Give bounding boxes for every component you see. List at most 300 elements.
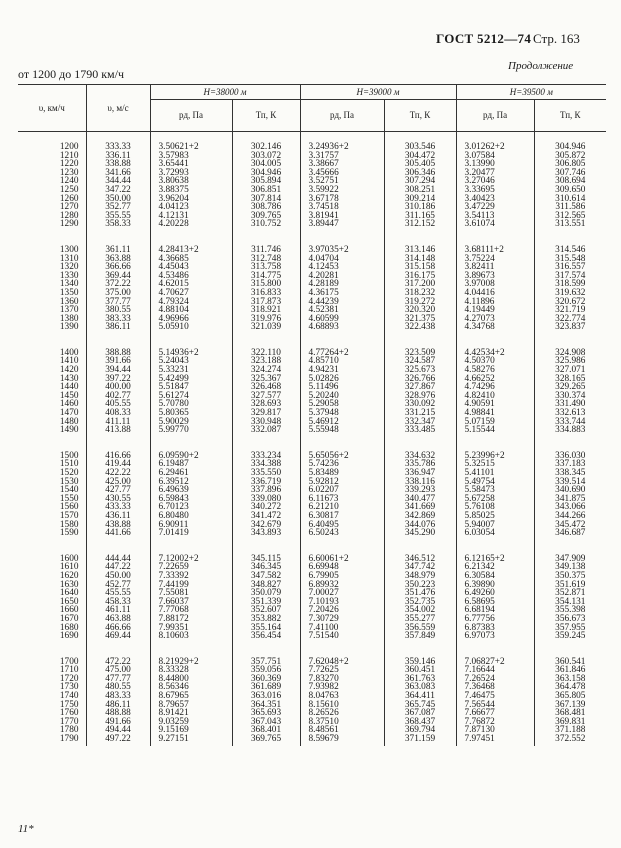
temperature-39000-cell: 352.735: [384, 598, 456, 607]
pressure-39000-cell: 4.28189: [300, 280, 384, 289]
pressure-39500-cell: 3.75224: [456, 255, 534, 264]
temperature-39000-cell: 361.763: [384, 675, 456, 684]
pressure-39000-cell: 5.92812: [300, 478, 384, 487]
pressure-39500-cell: 3.33695: [456, 186, 534, 195]
pressure-39000-cell: 4.12453: [300, 263, 384, 272]
temperature-39000-cell: 334.632: [384, 435, 456, 461]
speed-ms-cell: 425.00: [86, 478, 150, 487]
pressure-39000-cell: 6.89932: [300, 581, 384, 590]
temperature-38000-cell: 306.851: [232, 186, 300, 195]
table-row: [18, 641, 606, 667]
temperature-39000-cell: 350.223: [384, 581, 456, 590]
temperature-39500-cell: 311.586: [555, 202, 586, 213]
temperature-39500-cell: 345.472: [555, 519, 586, 530]
pressure-38000-cell: 4.70627: [150, 289, 232, 298]
temperature-39000-cell: 316.175: [384, 272, 456, 281]
table-row: [18, 132, 606, 152]
pressure-38000-cell: 3.65441: [150, 160, 232, 169]
pressure-39000-cell: 8.59679: [300, 735, 384, 746]
temperature-38000-cell: 341.472: [232, 512, 300, 521]
speed-kmh-cell: 1370: [18, 306, 86, 315]
pressure-38000-cell: 5.51847: [150, 383, 232, 392]
speed-ms-cell: 408.33: [86, 409, 150, 418]
pressure-38000-cell: 4.36685: [150, 255, 232, 264]
pressure-39500-cell: 6.21342: [456, 563, 534, 572]
table-row: [18, 426, 606, 435]
pressure-39500-cell: 4.82410: [456, 392, 534, 401]
pressure-39500-cell: 3.01262+2: [456, 132, 534, 152]
temperature-39000-cell: 342.869: [384, 512, 456, 521]
temperature-38000-cell: 334.388: [232, 460, 300, 469]
pressure-39000-cell: 4.94231: [300, 366, 384, 375]
pressure-39000-cell: 6.69948: [300, 563, 384, 572]
pressure-39000-cell: 4.20281: [300, 272, 384, 281]
speed-ms-cell: 472.22: [86, 641, 150, 667]
speed-kmh-cell: 1780: [18, 726, 86, 735]
speed-kmh-cell: 1680: [18, 624, 86, 633]
temperature-39500-cell: 309.650: [555, 184, 586, 195]
speed-kmh-cell: 1490: [18, 426, 86, 435]
pressure-39500-cell: 3.20477: [456, 169, 534, 178]
speed-kmh-cell: 1440: [18, 383, 86, 392]
pressure-38000-cell: 4.45043: [150, 263, 232, 272]
header-altitude-39000: H=39000 м: [300, 85, 456, 100]
temperature-38000-cell: 359.056: [232, 666, 300, 675]
pressure-39500-cell: 5.07159: [456, 418, 534, 427]
pressure-39500-cell: 3.54113: [456, 212, 534, 221]
speed-kmh-cell: 1350: [18, 289, 86, 298]
pressure-38000-cell: 3.50621+2: [150, 132, 232, 152]
temperature-39000-cell: 348.979: [384, 572, 456, 581]
pressure-39500-cell: 4.74296: [456, 383, 534, 392]
speed-ms-cell: 469.44: [86, 632, 150, 641]
speed-kmh-cell: 1530: [18, 478, 86, 487]
pressure-38000-cell: 8.91421: [150, 709, 232, 718]
pressure-38000-cell: 7.01419: [150, 529, 232, 538]
temperature-39500-cell: 351.619: [555, 579, 586, 590]
temperature-38000-cell: 345.115: [232, 538, 300, 564]
pressure-38000-cell: 5.90029: [150, 418, 232, 427]
speed-ms-cell: 344.44: [86, 177, 150, 186]
pressure-38000-cell: 4.96966: [150, 315, 232, 324]
pressure-39000-cell: 7.00027: [300, 589, 384, 598]
temperature-38000-cell: 351.339: [232, 598, 300, 607]
speed-kmh-cell: 1300: [18, 229, 86, 255]
temperature-39500-cell: 364.478: [555, 682, 586, 693]
pressure-38000-cell: 3.57983: [150, 152, 232, 161]
pressure-39000-cell: 7.41100: [300, 624, 384, 633]
temperature-39500-cell: 310.614: [555, 193, 586, 204]
table-row: [18, 538, 606, 564]
pressure-38000-cell: 4.62015: [150, 280, 232, 289]
temperature-39000-cell: 324.587: [384, 357, 456, 366]
temperature-38000-cell: 328.693: [232, 400, 300, 409]
pressure-39500-cell: 4.98841: [456, 409, 534, 418]
temperature-38000-cell: 364.351: [232, 701, 300, 710]
temperature-38000-cell: 305.894: [232, 177, 300, 186]
temperature-38000-cell: 302.146: [232, 132, 300, 152]
temperature-38000-cell: 304.005: [232, 160, 300, 169]
speed-ms-cell: 375.00: [86, 289, 150, 298]
pressure-39500-cell: 6.58695: [456, 598, 534, 607]
pressure-38000-cell: 3.88375: [150, 186, 232, 195]
temperature-39000-cell: 355.277: [384, 615, 456, 624]
header-temperature-39500: Тп, К: [534, 100, 606, 132]
speed-kmh-cell: 1590: [18, 529, 86, 538]
speed-kmh-cell: 1450: [18, 392, 86, 401]
pressure-39500-cell: 3.89673: [456, 272, 534, 281]
temperature-39500-cell: 334.883: [555, 425, 586, 436]
pressure-39500-cell: 7.06827+2: [456, 641, 534, 667]
pressure-39500-cell: 3.61074: [456, 220, 534, 229]
pressure-38000-cell: 6.70123: [150, 503, 232, 512]
pressure-39000-cell: 3.74518: [300, 203, 384, 212]
pressure-38000-cell: 7.99351: [150, 624, 232, 633]
speed-ms-cell: 350.00: [86, 195, 150, 204]
speed-ms-cell: 436.11: [86, 512, 150, 521]
temperature-39500-cell: 350.375: [555, 570, 586, 581]
speed-kmh-cell: 1330: [18, 272, 86, 281]
temperature-39500-cell: 355.398: [555, 605, 586, 616]
pressure-38000-cell: 6.90911: [150, 521, 232, 530]
speed-kmh-cell: 1390: [18, 323, 86, 332]
pressure-39500-cell: 3.47229: [456, 203, 534, 212]
temperature-39000-cell: 354.002: [384, 606, 456, 615]
temperature-39500-cell: 325.986: [555, 356, 586, 367]
temperature-38000-cell: 347.582: [232, 572, 300, 581]
pressure-39500-cell: 5.67258: [456, 495, 534, 504]
document-code: ГОСТ 5212—74: [436, 31, 532, 46]
temperature-39000-cell: 371.159: [384, 735, 456, 746]
pressure-39500-cell: 5.76108: [456, 503, 534, 512]
pressure-38000-cell: 7.77068: [150, 606, 232, 615]
temperature-39000-cell: 306.346: [384, 169, 456, 178]
table-body: [18, 132, 606, 746]
pressure-39500-cell: 4.42534+2: [456, 332, 534, 358]
pressure-39500-cell: 6.97073: [456, 632, 534, 641]
temperature-38000-cell: 332.087: [232, 426, 300, 435]
speed-kmh-cell: 1620: [18, 572, 86, 581]
pressure-38000-cell: 8.67965: [150, 692, 232, 701]
temperature-39500-cell: 347.909: [555, 553, 586, 564]
temperature-38000-cell: 322.110: [232, 332, 300, 358]
temperature-38000-cell: 319.976: [232, 315, 300, 324]
temperature-39000-cell: 369.794: [384, 726, 456, 735]
pressure-39000-cell: 7.83270: [300, 675, 384, 684]
speed-kmh-cell: 1510: [18, 460, 86, 469]
temperature-39500-cell: 368.481: [555, 708, 586, 719]
table-row: [18, 735, 606, 746]
temperature-38000-cell: 316.833: [232, 289, 300, 298]
pressure-39500-cell: 7.76872: [456, 718, 534, 727]
temperature-38000-cell: 327.577: [232, 392, 300, 401]
temperature-39500-cell: 328.165: [555, 373, 586, 384]
pressure-39000-cell: 4.44239: [300, 298, 384, 307]
pressure-39000-cell: 3.97035+2: [300, 229, 384, 255]
temperature-39500-cell: 315.548: [555, 253, 586, 264]
temperature-38000-cell: 368.401: [232, 726, 300, 735]
pressure-38000-cell: 8.10603: [150, 632, 232, 641]
temperature-39000-cell: 313.146: [384, 229, 456, 255]
page-header: [0, 31, 621, 51]
pressure-38000-cell: 7.88172: [150, 615, 232, 624]
speed-kmh-cell: 1360: [18, 298, 86, 307]
speed-ms-cell: 486.11: [86, 701, 150, 710]
temperature-38000-cell: 330.948: [232, 418, 300, 427]
table-row: [18, 435, 606, 461]
temperature-39500-cell: 369.831: [555, 716, 586, 727]
speed-kmh-cell: 1720: [18, 675, 86, 684]
speed-kmh-cell: 1770: [18, 718, 86, 727]
header-altitude-39500: H=39500 м: [456, 85, 606, 100]
pressure-39500-cell: 6.39890: [456, 581, 534, 590]
pressure-39500-cell: 5.94007: [456, 521, 534, 530]
page-number: Стр. 163: [533, 31, 580, 46]
footer-signature-mark: 11*: [18, 823, 34, 835]
pressure-39000-cell: 4.60599: [300, 315, 384, 324]
temperature-38000-cell: 303.072: [232, 152, 300, 161]
temperature-38000-cell: 314.775: [232, 272, 300, 281]
pressure-39500-cell: 6.12165+2: [456, 538, 534, 564]
temperature-39000-cell: 304.472: [384, 152, 456, 161]
temperature-39500-cell: 336.030: [555, 450, 586, 461]
temperature-39500-cell: 344.266: [555, 510, 586, 521]
pressure-39500-cell: 3.40423: [456, 195, 534, 204]
speed-kmh-cell: 1320: [18, 263, 86, 272]
temperature-38000-cell: 355.164: [232, 624, 300, 633]
temperature-38000-cell: 363.016: [232, 692, 300, 701]
pressure-39000-cell: 5.02826: [300, 375, 384, 384]
atmosphere-data-table: [18, 84, 606, 746]
pressure-39000-cell: 7.93982: [300, 683, 384, 692]
pressure-39000-cell: 7.30729: [300, 615, 384, 624]
temperature-38000-cell: 348.827: [232, 581, 300, 590]
pressure-39000-cell: 3.24936+2: [300, 132, 384, 152]
table-row: [18, 229, 606, 255]
pressure-38000-cell: 8.44800: [150, 675, 232, 684]
temperature-39500-cell: 363.158: [555, 673, 586, 684]
pressure-39000-cell: 3.38667: [300, 160, 384, 169]
pressure-38000-cell: 7.33392: [150, 572, 232, 581]
pressure-39000-cell: 6.21210: [300, 503, 384, 512]
temperature-39500-cell: 343.066: [555, 502, 586, 513]
header-pressure-39000: pд, Па: [300, 100, 384, 132]
pressure-38000-cell: 9.03259: [150, 718, 232, 727]
pressure-39000-cell: 6.79905: [300, 572, 384, 581]
pressure-39500-cell: 7.46475: [456, 692, 534, 701]
pressure-39000-cell: 3.31757: [300, 152, 384, 161]
temperature-39500-cell: 372.552: [555, 734, 586, 745]
pressure-38000-cell: 4.79324: [150, 298, 232, 307]
temperature-38000-cell: 367.043: [232, 718, 300, 727]
pressure-39000-cell: 7.72625: [300, 666, 384, 675]
pressure-39000-cell: 5.74236: [300, 460, 384, 469]
speed-ms-cell: 491.66: [86, 718, 150, 727]
speed-kmh-cell: 1690: [18, 632, 86, 641]
temperature-39000-cell: 321.375: [384, 315, 456, 324]
header-speed-kmh: υ, км/ч: [18, 85, 86, 132]
pressure-38000-cell: 7.22659: [150, 563, 232, 572]
temperature-39000-cell: 303.546: [384, 132, 456, 152]
speed-ms-cell: 452.77: [86, 581, 150, 590]
speed-ms-cell: 413.88: [86, 426, 150, 435]
pressure-38000-cell: 4.20228: [150, 220, 232, 229]
pressure-39500-cell: 7.26524: [456, 675, 534, 684]
pressure-39500-cell: 4.19449: [456, 306, 534, 315]
pressure-39500-cell: 5.49754: [456, 478, 534, 487]
temperature-39500-cell: 339.514: [555, 476, 586, 487]
temperature-39000-cell: 332.347: [384, 418, 456, 427]
temperature-39500-cell: 367.139: [555, 699, 586, 710]
pressure-39000-cell: 6.40495: [300, 521, 384, 530]
speed-kmh-cell: 1570: [18, 512, 86, 521]
speed-kmh-cell: 1280: [18, 212, 86, 221]
temperature-39000-cell: 363.083: [384, 683, 456, 692]
speed-kmh-cell: 1630: [18, 581, 86, 590]
speed-ms-cell: 433.33: [86, 503, 150, 512]
temperature-39000-cell: 326.766: [384, 375, 456, 384]
continuation-label: Продолжение: [508, 60, 574, 72]
speed-ms-cell: 355.55: [86, 212, 150, 221]
speed-kmh-cell: 1310: [18, 255, 86, 264]
speed-ms-cell: 391.66: [86, 357, 150, 366]
temperature-39500-cell: 356.673: [555, 613, 586, 624]
temperature-39500-cell: 349.138: [555, 562, 586, 573]
pressure-39000-cell: 7.10193: [300, 598, 384, 607]
temperature-39000-cell: 315.158: [384, 263, 456, 272]
pressure-38000-cell: 6.29461: [150, 469, 232, 478]
temperature-38000-cell: 308.786: [232, 203, 300, 212]
temperature-38000-cell: 326.468: [232, 383, 300, 392]
temperature-39000-cell: 365.745: [384, 701, 456, 710]
temperature-38000-cell: 325.367: [232, 375, 300, 384]
speed-ms-cell: 400.00: [86, 383, 150, 392]
pressure-39500-cell: 5.85025: [456, 512, 534, 521]
temperature-39500-cell: 312.565: [555, 210, 586, 221]
speed-ms-cell: 397.22: [86, 375, 150, 384]
speed-kmh-cell: 1250: [18, 186, 86, 195]
pressure-38000-cell: 6.09590+2: [150, 435, 232, 461]
header-temperature-39000: Тп, К: [384, 100, 456, 132]
temperature-38000-cell: 357.751: [232, 641, 300, 667]
speed-kmh-cell: 1760: [18, 709, 86, 718]
speed-ms-cell: 483.33: [86, 692, 150, 701]
pressure-39000-cell: 5.55948: [300, 426, 384, 435]
speed-ms-cell: 333.33: [86, 132, 150, 152]
temperature-39000-cell: 359.146: [384, 641, 456, 667]
temperature-39500-cell: 333.744: [555, 416, 586, 427]
temperature-38000-cell: 350.079: [232, 589, 300, 598]
pressure-39000-cell: 7.20426: [300, 606, 384, 615]
pressure-38000-cell: 6.80480: [150, 512, 232, 521]
temperature-39500-cell: 341.875: [555, 493, 586, 504]
speed-ms-cell: 358.33: [86, 220, 150, 229]
temperature-38000-cell: 321.039: [232, 323, 300, 332]
pressure-39000-cell: 5.37948: [300, 409, 384, 418]
speed-ms-cell: 458.33: [86, 598, 150, 607]
temperature-38000-cell: 365.693: [232, 709, 300, 718]
temperature-38000-cell: 340.272: [232, 503, 300, 512]
temperature-39500-cell: 324.908: [555, 347, 586, 358]
temperature-39000-cell: 320.320: [384, 306, 456, 315]
temperature-39500-cell: 313.551: [555, 219, 586, 230]
temperature-38000-cell: 307.814: [232, 195, 300, 204]
pressure-38000-cell: 5.14936+2: [150, 332, 232, 358]
temperature-38000-cell: 339.080: [232, 495, 300, 504]
pressure-39500-cell: 4.34768: [456, 323, 534, 332]
speed-ms-cell: 447.22: [86, 563, 150, 572]
speed-kmh-cell: 1340: [18, 280, 86, 289]
pressure-39000-cell: 4.04704: [300, 255, 384, 264]
temperature-39000-cell: 310.186: [384, 203, 456, 212]
speed-ms-cell: 488.88: [86, 709, 150, 718]
pressure-39000-cell: 5.29058: [300, 400, 384, 409]
temperature-38000-cell: 337.896: [232, 486, 300, 495]
speed-ms-cell: 494.44: [86, 726, 150, 735]
temperature-38000-cell: 360.369: [232, 675, 300, 684]
temperature-38000-cell: 312.748: [232, 255, 300, 264]
pressure-38000-cell: 8.56346: [150, 683, 232, 692]
temperature-39500-cell: 352.871: [555, 588, 586, 599]
temperature-39500-cell: 322.774: [555, 313, 586, 324]
temperature-38000-cell: 313.758: [232, 263, 300, 272]
temperature-39000-cell: 323.509: [384, 332, 456, 358]
pressure-38000-cell: 4.88104: [150, 306, 232, 315]
temperature-38000-cell: 311.746: [232, 229, 300, 255]
speed-ms-cell: 388.88: [86, 332, 150, 358]
speed-kmh-cell: 1610: [18, 563, 86, 572]
speed-kmh-cell: 1500: [18, 435, 86, 461]
temperature-39000-cell: 336.947: [384, 469, 456, 478]
pressure-38000-cell: 3.72993: [150, 169, 232, 178]
temperature-39500-cell: 327.071: [555, 365, 586, 376]
speed-ms-cell: 347.22: [86, 186, 150, 195]
temperature-39000-cell: 308.251: [384, 186, 456, 195]
pressure-39000-cell: 8.37510: [300, 718, 384, 727]
speed-kmh-cell: 1260: [18, 195, 86, 204]
temperature-39000-cell: 357.849: [384, 632, 456, 641]
pressure-39500-cell: 7.97451: [456, 735, 534, 746]
temperature-39000-cell: 318.232: [384, 289, 456, 298]
speed-kmh-cell: 1700: [18, 641, 86, 667]
pressure-39500-cell: 4.04416: [456, 289, 534, 298]
pressure-39500-cell: 4.66252: [456, 375, 534, 384]
header-speed-ms: υ, м/с: [86, 85, 150, 132]
pressure-38000-cell: 9.15169: [150, 726, 232, 735]
temperature-38000-cell: 361.689: [232, 683, 300, 692]
pressure-39000-cell: 3.45666: [300, 169, 384, 178]
pressure-39500-cell: 6.49260: [456, 589, 534, 598]
speed-ms-cell: 338.88: [86, 160, 150, 169]
pressure-39500-cell: 4.27073: [456, 315, 534, 324]
pressure-38000-cell: 6.49639: [150, 486, 232, 495]
speed-kmh-cell: 1380: [18, 315, 86, 324]
speed-ms-cell: 386.11: [86, 323, 150, 332]
temperature-39000-cell: 338.116: [384, 478, 456, 487]
pressure-39000-cell: 6.11673: [300, 495, 384, 504]
temperature-38000-cell: 318.921: [232, 306, 300, 315]
speed-ms-cell: 480.55: [86, 683, 150, 692]
pressure-38000-cell: 5.05910: [150, 323, 232, 332]
speed-ms-cell: 405.55: [86, 400, 150, 409]
speed-kmh-cell: 1460: [18, 400, 86, 409]
speed-kmh-cell: 1220: [18, 160, 86, 169]
temperature-38000-cell: 324.274: [232, 366, 300, 375]
speed-ms-cell: 383.33: [86, 315, 150, 324]
pressure-38000-cell: 9.27151: [150, 735, 232, 746]
speed-ms-cell: 430.55: [86, 495, 150, 504]
speed-ms-cell: 455.55: [86, 589, 150, 598]
